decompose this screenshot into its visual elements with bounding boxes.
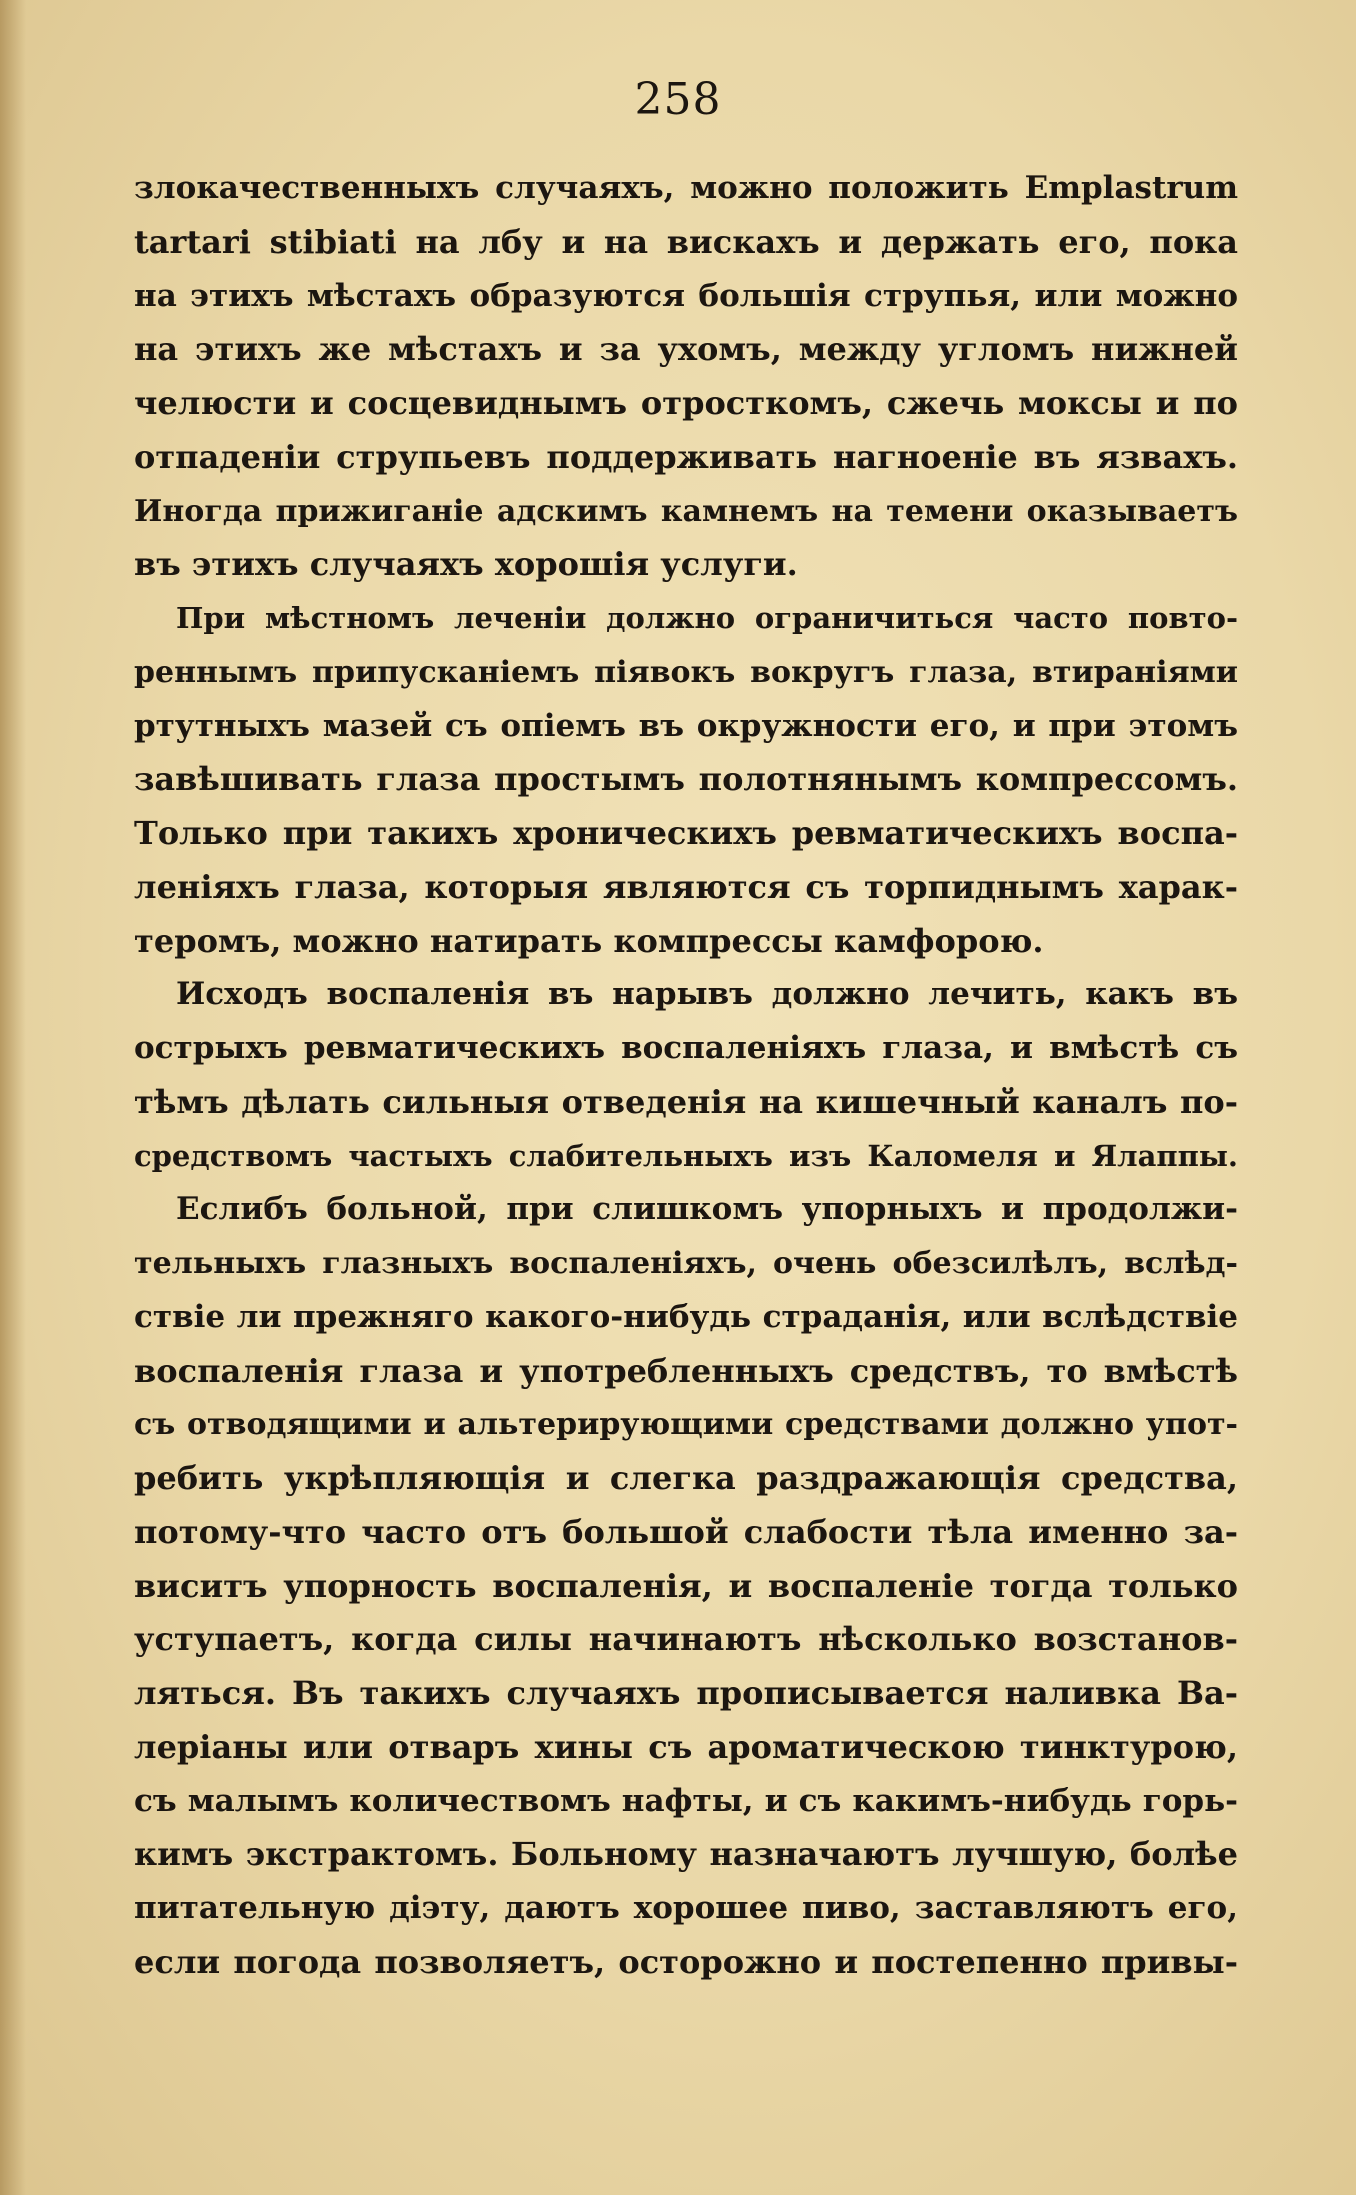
text-line: При мѣстномъ леченіи должно ограничиться часто повто- [176, 601, 1238, 635]
text-line: Только при такихъ хроническихъ ревматическихъ воспа- [134, 814, 1238, 852]
body-text [134, 162, 1238, 1990]
text-line: въ этихъ случаяхъ хорошія услуги. [134, 545, 798, 584]
text-line: ртутныхъ мазей съ опіемъ въ окружности его, и при этомъ [134, 707, 1238, 744]
text-line: виситъ упорность воспаленія, и воспаленіе тогда только [134, 1566, 1238, 1605]
text-line: на этихъ мѣстахъ образуются большія струпья, или можно [134, 277, 1238, 314]
text-line: на этихъ же мѣстахъ и за ухомъ, между угломъ нижней [134, 330, 1238, 369]
text-line: теромъ, можно натирать компрессы камфорою. [134, 921, 1044, 960]
text-line: Исходъ воспаленія въ нарывъ должно лечить, какъ въ [176, 976, 1238, 1013]
text-line: Иногда прижиганіе адскимъ камнемъ на темени оказываетъ [134, 493, 1238, 529]
text-line: средствомъ частыхъ слабительныхъ изъ Каломеля и Ялаппы. [134, 1138, 1238, 1173]
text-line: отпаденіи струпьевъ поддерживать нагноеніе въ язвахъ. [134, 437, 1238, 476]
text-line: тѣмъ дѣлать сильныя отведенія на кишечный каналъ по- [134, 1082, 1238, 1121]
text-line: если погода позволяетъ, осторожно и постепенно привы- [134, 1942, 1238, 1981]
text-line: острыхъ ревматическихъ воспаленіяхъ глаза, и вмѣстѣ съ [134, 1030, 1238, 1066]
text-line: Еслибъ больной, при слишкомъ упорныхъ и продолжи- [176, 1191, 1238, 1228]
text-line: ствіе ли прежняго какого-нибудь страданія, или вслѣдствіе [134, 1298, 1238, 1335]
text-line: челюсти и сосцевиднымъ отросткомъ, сжечь моксы и по [134, 384, 1238, 422]
text-line: леріаны или отваръ хины съ ароматическою тинктурою, [134, 1727, 1238, 1766]
text-line: съ малымъ количествомъ нафты, и съ какимъ-нибудь горь- [134, 1782, 1238, 1819]
text-line: кимъ экстрактомъ. Больному назначаютъ лучшую, болѣе [134, 1835, 1238, 1874]
page-number: 258 [634, 74, 722, 125]
text-line: питательную діэту, даютъ хорошее пиво, заставляютъ его, [134, 1890, 1238, 1926]
text-line: tartari stibiati на лбу и на вискахъ и держать его, пока [134, 222, 1238, 261]
text-line: злокачественныхъ случаяхъ, можно положить Emplastrum [134, 170, 1238, 206]
text-line: тельныхъ глазныхъ воспаленіяхъ, очень обезсилѣлъ, вслѣд- [134, 1246, 1238, 1281]
text-line: ляться. Въ такихъ случаяхъ прописывается наливка Ва- [134, 1674, 1238, 1712]
text-line: воспаленія глаза и употребленныхъ средствъ, то вмѣстѣ [134, 1351, 1238, 1390]
page-edge-shadow [0, 0, 26, 2195]
text-line: уступаетъ, когда силы начинаютъ нѣсколько возстанов- [134, 1620, 1238, 1659]
text-line: реннымъ припусканіемъ піявокъ вокругъ глаза, втираніями [134, 654, 1238, 690]
text-line: потому-что часто отъ большой слабости тѣла именно за- [134, 1512, 1238, 1551]
text-line: ребить укрѣпляющія и слегка раздражающія средства, [134, 1459, 1238, 1497]
text-line: завѣшивать глаза простымъ полотнянымъ компрессомъ. [134, 760, 1238, 799]
text-line: леніяхъ глаза, которыя являются съ торпиднымъ харак- [134, 867, 1238, 906]
text-line: съ отводящими и альтерирующими средствами должно упот- [134, 1407, 1238, 1443]
